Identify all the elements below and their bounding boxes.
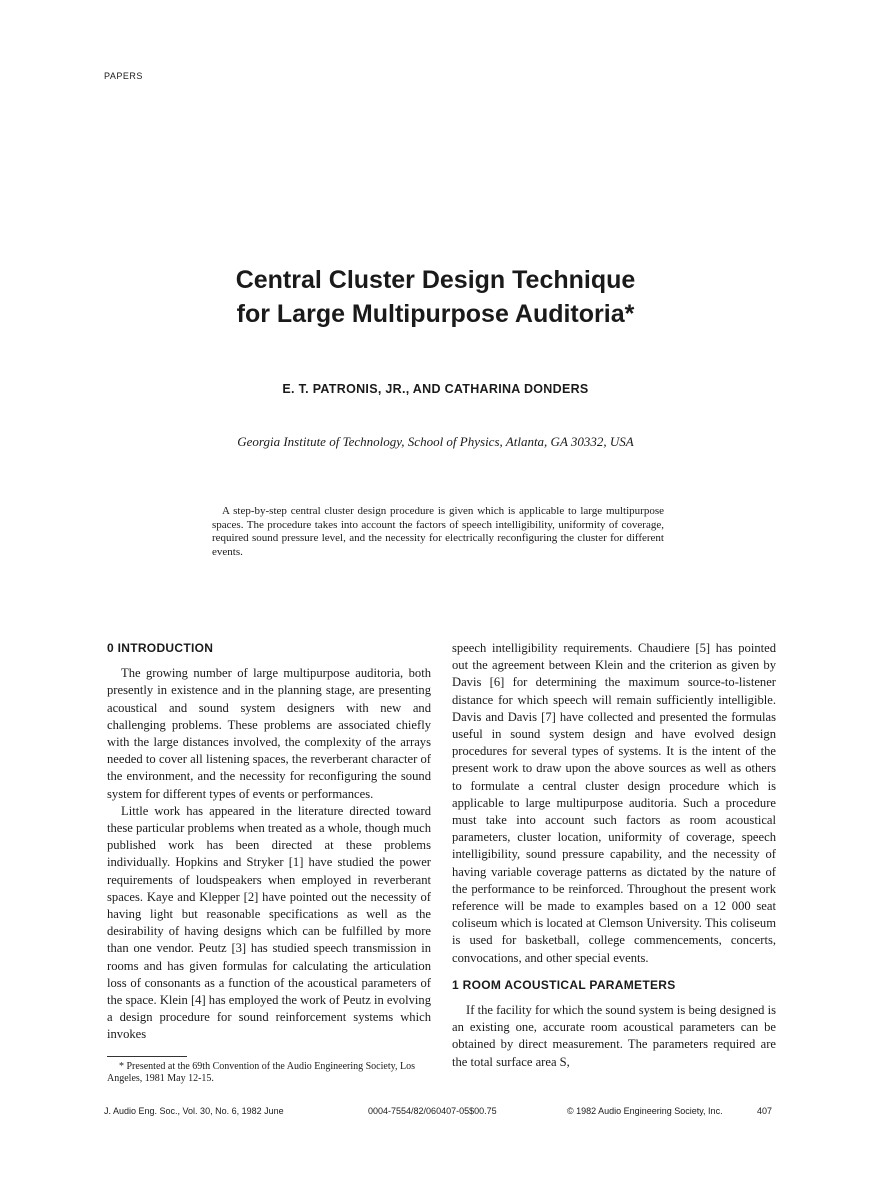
right-column: [452, 640, 776, 1071]
authors: E. T. PATRONIS, JR., AND CATHARINA DONDERS: [282, 382, 589, 396]
intro-paragraph-2-continued: speech intelligibility requirements. Chaudiere [5] has pointed out the agreement between Klein and the criterion as given by Davis [6] for determining the maximum source-to-listener distance for which speech will remain sufficiently intelligible. Davis and Davis [7] have collected and presented the formulas useful in sound system design and have evolved design procedures for several types of systems. It is the intent of the present work to draw upon the above sources as well as others to formulate a central cluster design procedure which is applicable to large multipurpose auditoria. Such a procedure must take into account such factors as room acoustical parameters, cluster location, uniformity of coverage, speech intelligibility, sound pressure capability, and the necessity of having variable coverage patterns as dictated by the nature of the performance to be reinforced. Throughout the present work reference will be made to examples based on a 12 000 seat coliseum which is located at Clemson University. This coliseum is used for basketball, college commencements, concerts, convocations, and other special events.: [452, 641, 776, 965]
intro-heading: 0 INTRODUCTION: [107, 641, 214, 655]
title-line-1: Central Cluster Design Technique: [235, 266, 636, 294]
section-label: PAPERS: [104, 71, 143, 81]
footer-copyright: © 1982 Audio Engineering Society, Inc.: [567, 1106, 723, 1116]
page-number: 407: [757, 1106, 773, 1116]
abstract: A step-by-step central cluster design procedure is given which is applicable to large multipurpose spaces. The procedure takes into account the factors of speech intelligibility, uniformity of coverage, required sound pressure level, and the necessity for electrically reconfiguring the cluster for different events.: [212, 505, 664, 558]
left-column: [107, 640, 431, 1044]
footer-journal-citation: J. Audio Eng. Soc., Vol. 30, No. 6, 1982 June: [104, 1106, 284, 1116]
intro-paragraph-2: Little work has appeared in the literature directed toward these particular problems when treated as a whole, though much published work has been directed at these problems individually. Hopkins and Stryker [1] have studied the power requirements of loudspeakers when employed in reverberant spaces. Kaye and Klepper [2] have pointed out the necessity of having light but reasonable specifications as well as the desirability of having designs which can be fulfilled by more than one vendor. Peutz [3] has studied speech transmission in rooms and has given formulas for calculating the articulation loss of consonants as a function of the acoustical parameters of the space. Klein [4] has employed the work of Peutz in evolving a design procedure for sound reinforcement systems which invokes: [107, 803, 431, 1042]
footnote: * Presented at the 69th Convention of the Audio Engineering Society, Los Angeles, 1981 May 12-15.: [107, 1061, 415, 1084]
footer-article-code: 0004-7554/82/060407-05$00.75: [368, 1106, 497, 1116]
intro-paragraph-1: The growing number of large multipurpose auditoria, both presently in existence and in the planning stage, are presenting acoustical and sound system designers with new and challenging problems. These problems are associated chiefly with the large distances involved, the complexity of the arrays needed to cover all listening spaces, the reverberant character of the environment, and the necessity for reconfiguring the sound system for different types of events or performances.: [107, 666, 431, 801]
affiliation: Georgia Institute of Technology, School of Physics, Atlanta, GA 30332, USA: [237, 434, 634, 449]
footnote-divider: [107, 1056, 187, 1057]
room-acoustics-paragraph-1: If the facility for which the sound system is being designed is an existing one, accurate room acoustical parameters can be obtained by direct measurement. The parameters required are the total surface area S,: [452, 1003, 776, 1069]
paper-title: [0, 263, 871, 331]
title-line-2: for Large Multipurpose Auditoria*: [236, 300, 635, 328]
room-acoustics-heading: 1 ROOM ACOUSTICAL PARAMETERS: [452, 977, 676, 992]
